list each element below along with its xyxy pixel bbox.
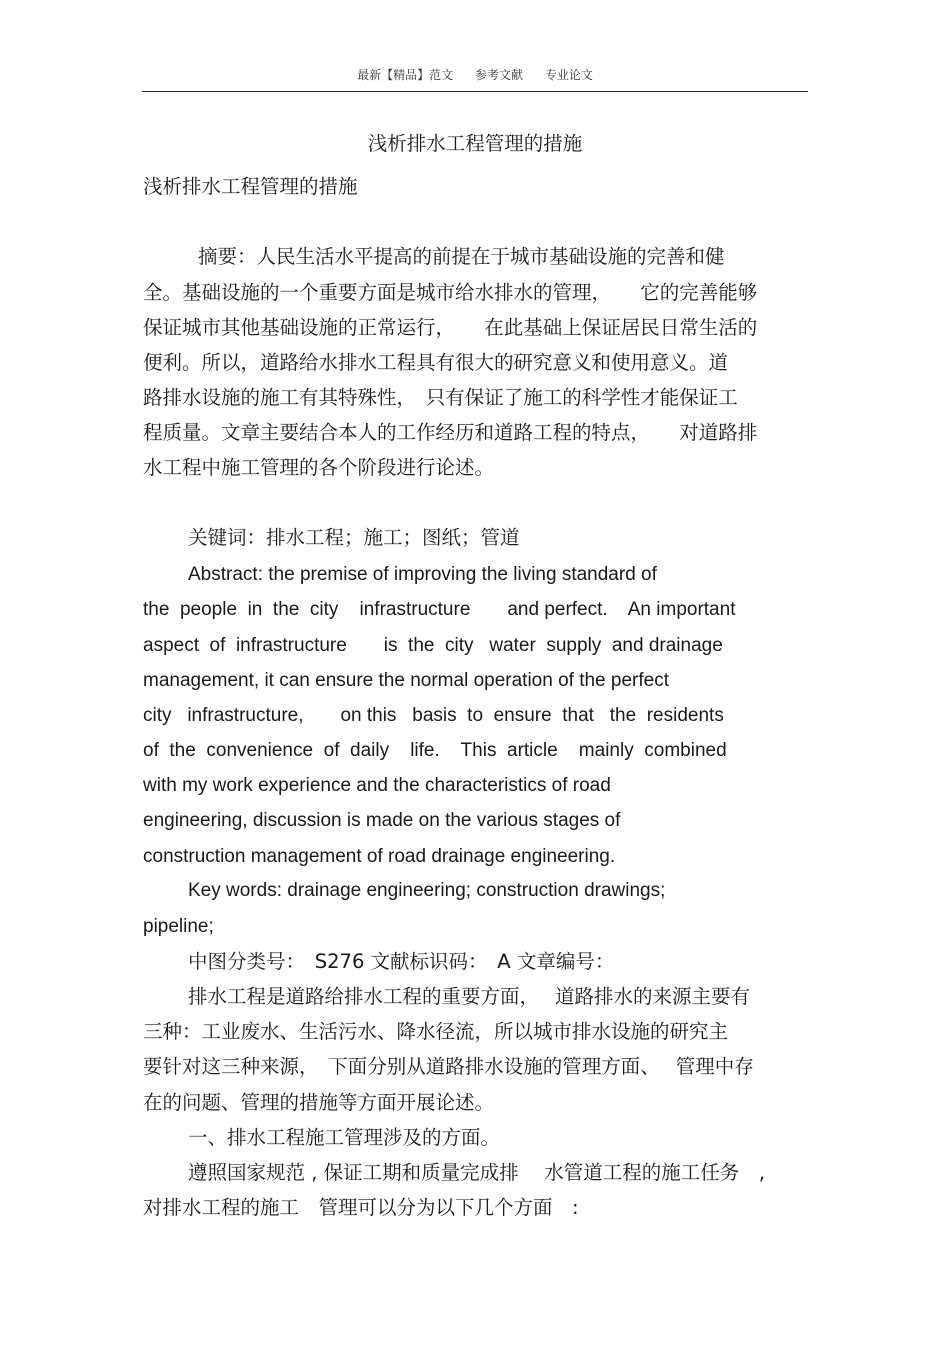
abstract-cn-line: 路排水设施的施工有其特殊性， 只有保证了施工的科学性才能保证工 <box>143 386 738 409</box>
header-item-cankao: 参考文献 <box>474 68 523 82</box>
abstract-en-line: management, it can ensure the normal operation of the perfect <box>143 670 669 691</box>
abstract-en-line: engineering, discussion is made on the various stages of <box>143 810 621 831</box>
body-paragraph-line: 要针对这三种来源， 下面分别从道路排水设施的管理方面、 管理中存 <box>143 1055 754 1078</box>
body-paragraph-line: 三种：工业废水、生活污水、降水径流，所以城市排水设施的研究主 <box>143 1020 729 1043</box>
abstract-en-line: aspect of infrastructure is the city water supply and drainage <box>143 635 723 656</box>
abstract-cn-line: 程质量。文章主要结合本人的工作经历和道路工程的特点， 对道路排 <box>143 421 758 444</box>
abstract-cn-line: 便利。所以，道路给水排水工程具有很大的研究意义和使用意义。道 <box>143 351 729 374</box>
body-paragraph-line: 排水工程是道路给排水工程的重要方面， 道路排水的来源主要有 <box>188 985 750 1008</box>
abstract-cn-line: 保证城市其他基础设施的正常运行， 在此基础上保证居民日常生活的 <box>143 316 758 339</box>
body-paragraph-line: 遵照国家规范 , 保证工期和质量完成排 水管道工程的施工任务 , <box>188 1161 765 1184</box>
body-paragraph-line: 在的问题、管理的措施等方面开展论述。 <box>143 1091 495 1114</box>
classification-line: 中图分类号： S276 文献标识码： A 文章编号： <box>188 950 615 973</box>
document-subtitle: 浅析排水工程管理的措施 <box>143 175 358 198</box>
abstract-cn-line: 全。基础设施的一个重要方面是城市给水排水的管理， 它的完善能够 <box>143 281 758 304</box>
keywords-en-line: pipeline; <box>143 916 214 937</box>
keywords-cn: 关键词：排水工程；施工；图纸；管道 <box>188 526 520 549</box>
document-title: 浅析排水工程管理的措施 <box>367 132 583 155</box>
abstract-en-line: the people in the city infrastructure and perfect. An important <box>143 599 736 620</box>
header-item-fanwen: 最新【精品】范文 <box>357 68 454 82</box>
header-item-lunwen: 专业论文 <box>544 68 593 82</box>
section-heading: 一、排水工程施工管理涉及的方面。 <box>188 1126 501 1149</box>
page-header <box>0 66 950 83</box>
abstract-en-line: Abstract: the premise of improving the living standard of <box>188 564 657 585</box>
body-paragraph-line: 对排水工程的施工 管理可以分为以下几个方面 : <box>143 1196 579 1219</box>
abstract-cn-line: 摘要：人民生活水平提高的前提在于城市基础设施的完善和健 <box>198 245 725 268</box>
abstract-en-line: with my work experience and the characteristics of road <box>143 775 611 796</box>
abstract-en-line: city infrastructure, on this basis to ensure that the residents <box>143 705 724 726</box>
header-divider <box>142 91 808 92</box>
abstract-cn-line: 水工程中施工管理的各个阶段进行论述。 <box>143 456 495 479</box>
abstract-en-line: construction management of road drainage engineering. <box>143 846 616 867</box>
abstract-en-line: of the convenience of daily life. This article mainly combined <box>143 740 727 761</box>
keywords-en-line: Key words: drainage engineering; construction drawings; <box>188 880 666 901</box>
